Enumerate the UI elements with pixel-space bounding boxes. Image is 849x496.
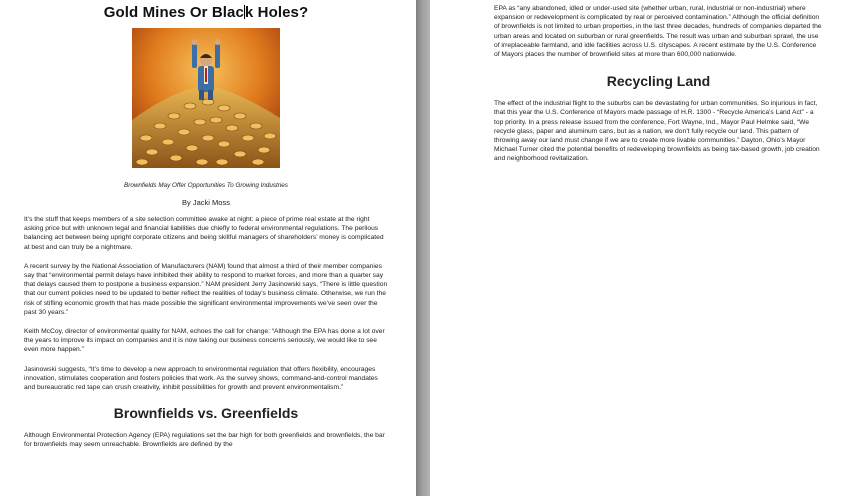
article-title-part1: Gold Mines Or Blac	[103, 4, 244, 21]
section-heading: Recycling Land	[606, 73, 711, 90]
body-paragraph: The effect of the industrial flight to the suburbs can be devastating for urban communities. So injurious in fact, that this year the U.S. Conference of Mayors made passage of H.R. 1300 - “Recycle America’s Land Act” - a top priority. In a press release issued from the conference, Fort Wayne, Ind., Mayor Paul Helmke said, “We recycle glass, paper and aluminum cans, but as a nation, we don’t fully recycle our land. This pattern of throwing away our land must change if we are to create more livable communities.” Dayton, Ohio’s Mayor Michael Turner cited the potential benefits of redeveloping brownfields as being tax-based growth, job creation and neighborhood revitalization.	[494, 100, 820, 163]
article-illustration	[132, 28, 280, 168]
section-heading: Brownfields vs. Greenfields	[113, 405, 299, 422]
document-page-left[interactable]	[0, 0, 416, 496]
figure-caption: Brownfields May Offer Opportunities To Growing Industries	[124, 182, 288, 189]
body-paragraph: Jasinowski suggests, “It’s time to develop a new approach to environmental regulation that offers flexibility, encourages innovation, stimulates cooperation and fosters policies that work. As the survey shows, command-and-control mandates and bureaucratic red tape can crush creativity, inhibit possibilities for growth and prevent environmentalism.”	[24, 365, 378, 392]
body-paragraph: It’s the stuff that keeps members of a site selection committee awake at night: a piece of prime real estate at the right asking price but with unknown legal and financial liabilities due chiefly to federal environmental regulations. The perilous balancing act between being upright corporate citizens and being skillful managers of shareholders’ money is complicated at best and can truly be a nightmare.	[24, 216, 384, 251]
body-paragraph: Although Environmental Protection Agency (EPA) regulations set the bar high for both greenfields and brownfields, the bar for brownfields may seem unreachable. Brownfields are defined by the	[24, 432, 385, 449]
article-title	[24, 4, 388, 21]
page-gutter	[416, 0, 430, 496]
man-on-coin-pile-illustration	[132, 28, 280, 168]
body-paragraph: A recent survey by the National Association of Manufacturers (NAM) found that almost a third of their member companies say that “environmental permit delays have inhibited their ability to respond to market forces, and more than a quarter say that delays caused them to postpone a business expansion.” NAM president Jerry Jasinowski says, “There is little question that our current policies need to be updated to better reflect the realities of today’s business climate. Otherwise, we run the risk of stifling economic growth that has made possible the significant environmental improvements we’ve seen over the past 30 years.”	[24, 262, 388, 316]
author-byline: By Jacki Moss	[182, 198, 230, 207]
document-page-right[interactable]	[430, 0, 849, 496]
body-paragraph: EPA as “any abandoned, idled or under-used site (whether urban, rural, industrial or non-industrial) where expansion or redevelopment is complicated by real or perceived contamination.” Although the official definition of brownfields is not limited to urban properties, in the last three decades, hundreds of companies departed the urban areas and located on suburban or rural greenfields. The result was urban and suburban sprawl, the use of irreplaceable farmland, and idle facilities across U.S. cityscapes. A recent estimate by the U.S. Conference of Mayors places the number of brownfield sites at more than 600,000 nationwide.	[494, 5, 822, 59]
body-paragraph: Keith McCoy, director of environmental quality for NAM, echoes the call for change: “Although the EPA has done a lot over the years to improve its impact on companies and it is now taking our business concerns seriously, we would like to see even more happen.”	[24, 328, 385, 354]
article-title-part2: k Holes?	[244, 4, 309, 21]
